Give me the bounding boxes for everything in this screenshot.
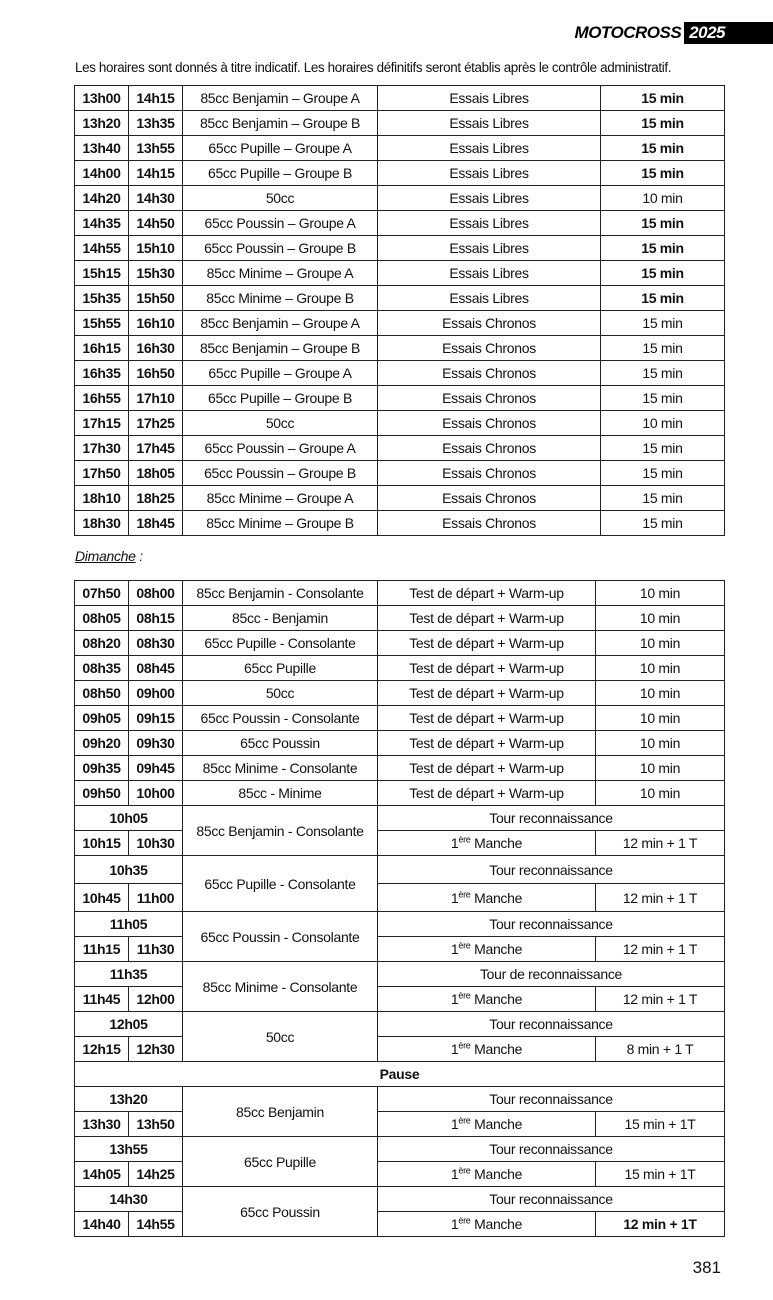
manche-sup: ère <box>458 1215 471 1226</box>
category: 85cc Benjamin <box>183 1087 378 1137</box>
category: 65cc Poussin <box>183 1187 378 1237</box>
start-time: 12h15 <box>75 1037 129 1062</box>
session-type: Test de départ + Warm-up <box>378 781 596 806</box>
recon-label: Tour reconnaissance <box>378 1187 725 1212</box>
session-type: Essais Chronos <box>378 336 601 361</box>
session-type: Essais Libres <box>378 286 601 311</box>
end-time: 12h00 <box>129 987 183 1012</box>
recon-time: 11h05 <box>75 912 183 937</box>
category: 50cc <box>183 681 378 706</box>
category: 65cc Pupille – Groupe B <box>183 386 378 411</box>
start-time: 17h30 <box>75 436 129 461</box>
category: 65cc Pupille <box>183 1137 378 1187</box>
manche-sup: ère <box>458 1165 471 1176</box>
end-time: 14h50 <box>129 211 183 236</box>
race-block-recon-row <box>75 962 725 987</box>
end-time: 15h50 <box>129 286 183 311</box>
end-time: 17h25 <box>129 411 183 436</box>
end-time: 09h45 <box>129 756 183 781</box>
race-block-manche-row <box>75 1212 725 1237</box>
manche-num: 1 <box>450 835 459 851</box>
table-row <box>75 161 725 186</box>
manche-sup: ère <box>458 888 471 899</box>
duration: 10 min <box>596 606 725 631</box>
category: 65cc Pupille – Groupe B <box>183 161 378 186</box>
end-time: 13h35 <box>129 111 183 136</box>
brand-name: MOTOCROSS <box>574 23 682 42</box>
category: 50cc <box>183 186 378 211</box>
duration: 8 min + 1 T <box>596 1037 725 1062</box>
end-time: 09h00 <box>129 681 183 706</box>
session-type: Essais Libres <box>378 136 601 161</box>
start-time: 16h35 <box>75 361 129 386</box>
start-time: 07h50 <box>75 581 129 606</box>
race-block-manche-row <box>75 884 725 912</box>
table-row <box>75 136 725 161</box>
manche-label <box>378 1212 596 1237</box>
race-block-recon-row <box>75 912 725 937</box>
session-type: Test de départ + Warm-up <box>378 681 596 706</box>
race-block-recon-row <box>75 1187 725 1212</box>
session-type: Essais Libres <box>378 236 601 261</box>
category: 65cc Poussin - Consolante <box>183 706 378 731</box>
end-time: 08h30 <box>129 631 183 656</box>
manche-text: Manche <box>470 1166 523 1182</box>
session-type: Essais Chronos <box>378 461 601 486</box>
duration: 10 min <box>596 731 725 756</box>
session-type: Essais Chronos <box>378 386 601 411</box>
manche-sup: ère <box>458 834 471 845</box>
recon-time: 13h20 <box>75 1087 183 1112</box>
table-row <box>75 361 725 386</box>
duration: 15 min + 1T <box>596 1162 725 1187</box>
end-time: 16h10 <box>129 311 183 336</box>
race-block-recon-row <box>75 806 725 831</box>
end-time: 14h55 <box>129 1212 183 1237</box>
page-number: 381 <box>692 1258 721 1277</box>
start-time: 09h50 <box>75 781 129 806</box>
duration: 15 min + 1T <box>596 1112 725 1137</box>
recon-label: Tour reconnaissance <box>378 856 725 884</box>
end-time: 10h00 <box>129 781 183 806</box>
table-row <box>75 186 725 211</box>
table-row <box>75 606 725 631</box>
category: 85cc Minime - Consolante <box>183 962 378 1012</box>
category: 85cc - Minime <box>183 781 378 806</box>
table-row <box>75 236 725 261</box>
category: 50cc <box>183 1012 378 1062</box>
end-time: 13h50 <box>129 1112 183 1137</box>
duration: 15 min <box>601 211 725 236</box>
end-time: 16h30 <box>129 336 183 361</box>
manche-num: 1 <box>450 1041 459 1057</box>
race-block-manche-row <box>75 987 725 1012</box>
recon-time: 14h30 <box>75 1187 183 1212</box>
end-time: 08h45 <box>129 656 183 681</box>
duration: 15 min <box>601 236 725 261</box>
duration: 10 min <box>596 706 725 731</box>
category: 85cc Benjamin - Consolante <box>183 806 378 856</box>
end-time: 18h25 <box>129 486 183 511</box>
schedule-note: Les horaires sont donnés à titre indicatif. Les horaires définitifs seront établis après le contrôle administratif. <box>75 60 672 75</box>
session-type: Essais Libres <box>378 186 601 211</box>
category: 50cc <box>183 411 378 436</box>
duration: 15 min <box>601 136 725 161</box>
start-time: 14h40 <box>75 1212 129 1237</box>
start-time: 13h20 <box>75 111 129 136</box>
start-time: 09h05 <box>75 706 129 731</box>
start-time: 14h35 <box>75 211 129 236</box>
end-time: 18h05 <box>129 461 183 486</box>
manche-sup: ère <box>458 940 471 951</box>
recon-time: 10h05 <box>75 806 183 831</box>
end-time: 09h30 <box>129 731 183 756</box>
pause-label: Pause <box>75 1062 725 1087</box>
end-time: 16h50 <box>129 361 183 386</box>
manche-label <box>378 1162 596 1187</box>
end-time: 11h30 <box>129 937 183 962</box>
table-row <box>75 681 725 706</box>
session-type: Essais Chronos <box>378 411 601 436</box>
category: 85cc Benjamin – Groupe B <box>183 336 378 361</box>
duration: 12 min + 1 T <box>596 831 725 856</box>
category: 85cc Benjamin - Consolante <box>183 581 378 606</box>
duration: 15 min <box>601 161 725 186</box>
table-row <box>75 631 725 656</box>
manche-label <box>378 1112 596 1137</box>
end-time: 14h25 <box>129 1162 183 1187</box>
manche-sup: ère <box>458 1040 471 1051</box>
table-row <box>75 781 725 806</box>
start-time: 14h05 <box>75 1162 129 1187</box>
session-type: Essais Chronos <box>378 511 601 536</box>
session-type: Test de départ + Warm-up <box>378 756 596 781</box>
session-type: Essais Libres <box>378 161 601 186</box>
category: 65cc Poussin <box>183 731 378 756</box>
end-time: 09h15 <box>129 706 183 731</box>
start-time: 10h15 <box>75 831 129 856</box>
duration: 10 min <box>596 756 725 781</box>
race-block-recon-row <box>75 1012 725 1037</box>
category: 85cc Minime – Groupe B <box>183 286 378 311</box>
duration: 12 min + 1 T <box>596 987 725 1012</box>
table-row <box>75 436 725 461</box>
end-time: 15h30 <box>129 261 183 286</box>
table-row <box>75 756 725 781</box>
recon-label: Tour reconnaissance <box>378 1087 725 1112</box>
session-type: Essais Libres <box>378 86 601 111</box>
start-time: 09h35 <box>75 756 129 781</box>
manche-text: Manche <box>470 1041 523 1057</box>
category: 65cc Poussin – Groupe A <box>183 436 378 461</box>
pause-row <box>75 1062 725 1087</box>
session-type: Essais Libres <box>378 261 601 286</box>
manche-label <box>378 884 596 912</box>
race-block-manche-row <box>75 937 725 962</box>
start-time: 08h05 <box>75 606 129 631</box>
duration: 12 min + 1T <box>596 1212 725 1237</box>
recon-time: 11h35 <box>75 962 183 987</box>
start-time: 17h15 <box>75 411 129 436</box>
category: 65cc Poussin – Groupe A <box>183 211 378 236</box>
start-time: 13h40 <box>75 136 129 161</box>
manche-text: Manche <box>470 991 523 1007</box>
duration: 10 min <box>596 581 725 606</box>
category: 65cc Poussin – Groupe B <box>183 236 378 261</box>
start-time: 14h00 <box>75 161 129 186</box>
manche-num: 1 <box>450 1116 459 1132</box>
table-row <box>75 706 725 731</box>
duration: 15 min <box>601 336 725 361</box>
manche-label <box>378 987 596 1012</box>
manche-label <box>378 831 596 856</box>
race-block-manche-row <box>75 831 725 856</box>
start-time: 13h00 <box>75 86 129 111</box>
recon-label: Tour de reconnaissance <box>378 962 725 987</box>
manche-text: Manche <box>470 889 523 906</box>
race-block-recon-row <box>75 1137 725 1162</box>
recon-label: Tour reconnaissance <box>378 912 725 937</box>
duration: 10 min <box>601 186 725 211</box>
duration: 15 min <box>601 486 725 511</box>
duration: 10 min <box>596 656 725 681</box>
session-type: Essais Chronos <box>378 486 601 511</box>
start-time: 16h55 <box>75 386 129 411</box>
recon-label: Tour reconnaissance <box>378 806 725 831</box>
end-time: 11h00 <box>129 884 183 912</box>
start-time: 11h15 <box>75 937 129 962</box>
session-type: Essais Chronos <box>378 311 601 336</box>
table-row <box>75 386 725 411</box>
saturday-schedule-table <box>74 85 725 536</box>
manche-sup: ère <box>458 990 471 1001</box>
session-type: Test de départ + Warm-up <box>378 731 596 756</box>
end-time: 13h55 <box>129 136 183 161</box>
race-block-manche-row <box>75 1037 725 1062</box>
manche-text: Manche <box>470 1116 523 1132</box>
session-type: Test de départ + Warm-up <box>378 656 596 681</box>
table-row <box>75 656 725 681</box>
start-time: 16h15 <box>75 336 129 361</box>
table-row <box>75 111 725 136</box>
duration: 10 min <box>601 411 725 436</box>
table-row <box>75 286 725 311</box>
table-row <box>75 336 725 361</box>
start-time: 15h15 <box>75 261 129 286</box>
recon-label: Tour reconnaissance <box>378 1137 725 1162</box>
category: 85cc Benjamin – Groupe B <box>183 111 378 136</box>
table-row <box>75 731 725 756</box>
duration: 15 min <box>601 511 725 536</box>
category: 65cc Poussin - Consolante <box>183 912 378 962</box>
duration: 15 min <box>601 311 725 336</box>
category: 65cc Pupille <box>183 656 378 681</box>
start-time: 17h50 <box>75 461 129 486</box>
manche-label <box>378 937 596 962</box>
duration: 12 min + 1 T <box>596 884 725 912</box>
end-time: 14h30 <box>129 186 183 211</box>
race-block-manche-row <box>75 1162 725 1187</box>
duration: 15 min <box>601 461 725 486</box>
category: 85cc Minime – Groupe A <box>183 486 378 511</box>
table-row <box>75 211 725 236</box>
manche-num: 1 <box>450 1216 459 1232</box>
manche-text: Manche <box>470 835 523 851</box>
end-time: 12h30 <box>129 1037 183 1062</box>
duration: 15 min <box>601 386 725 411</box>
recon-time: 12h05 <box>75 1012 183 1037</box>
table-row <box>75 511 725 536</box>
table-row <box>75 486 725 511</box>
table-row <box>75 461 725 486</box>
duration: 12 min + 1 T <box>596 937 725 962</box>
start-time: 11h45 <box>75 987 129 1012</box>
end-time: 14h15 <box>129 86 183 111</box>
duration: 10 min <box>596 781 725 806</box>
recon-time: 10h35 <box>75 856 183 884</box>
start-time: 18h10 <box>75 486 129 511</box>
duration: 15 min <box>601 286 725 311</box>
recon-label: Tour reconnaissance <box>378 1012 725 1037</box>
category: 65cc Pupille - Consolante <box>183 631 378 656</box>
start-time: 08h20 <box>75 631 129 656</box>
start-time: 18h30 <box>75 511 129 536</box>
duration: 10 min <box>596 631 725 656</box>
category: 65cc Poussin – Groupe B <box>183 461 378 486</box>
session-type: Essais Chronos <box>378 436 601 461</box>
category: 65cc Pupille – Groupe A <box>183 136 378 161</box>
duration: 10 min <box>596 681 725 706</box>
duration: 15 min <box>601 361 725 386</box>
manche-num: 1 <box>450 941 459 957</box>
start-time: 14h20 <box>75 186 129 211</box>
end-time: 18h45 <box>129 511 183 536</box>
race-block-manche-row <box>75 1112 725 1137</box>
category: 65cc Pupille - Consolante <box>183 856 378 912</box>
start-time: 15h55 <box>75 311 129 336</box>
end-time: 15h10 <box>129 236 183 261</box>
session-type: Test de départ + Warm-up <box>378 581 596 606</box>
end-time: 17h10 <box>129 386 183 411</box>
session-type: Essais Libres <box>378 211 601 236</box>
category: 85cc Benjamin – Groupe A <box>183 86 378 111</box>
end-time: 14h15 <box>129 161 183 186</box>
category: 85cc - Benjamin <box>183 606 378 631</box>
table-row <box>75 311 725 336</box>
category: 85cc Minime – Groupe A <box>183 261 378 286</box>
race-block-recon-row <box>75 856 725 884</box>
brand-year: 2025 <box>684 22 773 44</box>
end-time: 08h15 <box>129 606 183 631</box>
recon-time: 13h55 <box>75 1137 183 1162</box>
brand-header <box>575 22 773 44</box>
manche-label <box>378 1037 596 1062</box>
start-time: 08h50 <box>75 681 129 706</box>
race-block-recon-row <box>75 1087 725 1112</box>
manche-text: Manche <box>470 1216 523 1232</box>
duration: 15 min <box>601 111 725 136</box>
end-time: 08h00 <box>129 581 183 606</box>
category: 85cc Benjamin – Groupe A <box>183 311 378 336</box>
sunday-schedule-table <box>74 580 725 1237</box>
start-time: 15h35 <box>75 286 129 311</box>
session-type: Test de départ + Warm-up <box>378 706 596 731</box>
session-type: Essais Chronos <box>378 361 601 386</box>
category: 85cc Minime – Groupe B <box>183 511 378 536</box>
manche-sup: ère <box>458 1115 471 1126</box>
session-type: Essais Libres <box>378 111 601 136</box>
manche-num: 1 <box>450 1166 459 1182</box>
session-type: Test de départ + Warm-up <box>378 606 596 631</box>
category: 85cc Minime - Consolante <box>183 756 378 781</box>
start-time: 09h20 <box>75 731 129 756</box>
manche-num: 1 <box>450 991 459 1007</box>
manche-text: Manche <box>470 941 523 957</box>
manche-num: 1 <box>450 889 459 906</box>
duration: 15 min <box>601 86 725 111</box>
table-row <box>75 261 725 286</box>
session-type: Test de départ + Warm-up <box>378 631 596 656</box>
end-time: 17h45 <box>129 436 183 461</box>
end-time: 10h30 <box>129 831 183 856</box>
table-row <box>75 581 725 606</box>
category: 65cc Pupille – Groupe A <box>183 361 378 386</box>
sunday-label: Dimanche : <box>75 548 143 564</box>
table-row <box>75 411 725 436</box>
start-time: 08h35 <box>75 656 129 681</box>
table-row <box>75 86 725 111</box>
start-time: 14h55 <box>75 236 129 261</box>
duration: 15 min <box>601 261 725 286</box>
start-time: 10h45 <box>75 884 129 912</box>
duration: 15 min <box>601 436 725 461</box>
start-time: 13h30 <box>75 1112 129 1137</box>
